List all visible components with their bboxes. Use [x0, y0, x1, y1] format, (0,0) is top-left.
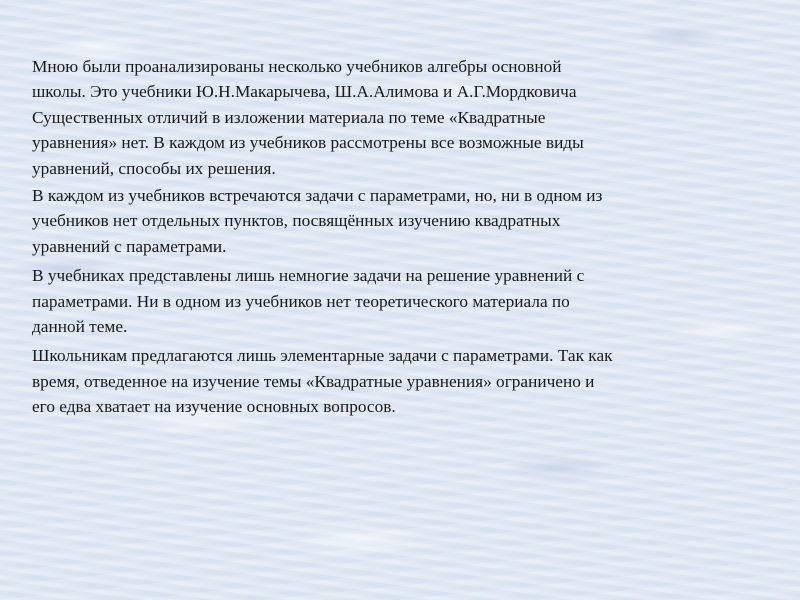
text-line: время, отведенное на изучение темы «Квадратные уравнения» ограничено и — [32, 371, 595, 391]
text-line: В каждом из учебников встречаются задачи с параметрами, но, ни в одном из — [32, 186, 603, 206]
text-line: Мною были проанализированы несколько учебников алгебры основной — [32, 57, 562, 76]
paragraph-few-tasks — [32, 263, 784, 339]
slide-text-block — [32, 54, 784, 424]
text-line: данной теме. — [32, 317, 128, 337]
text-line: Существенных отличий в изложении материала по теме «Квадратные — [32, 107, 546, 127]
paragraph-textbooks-analysis — [32, 54, 784, 181]
text-line: учебников нет отдельных пунктов, посвящённых изучению квадратных — [32, 211, 561, 231]
text-line: параметрами. Ни в одном из учебников нет теоретического материала по — [32, 291, 570, 311]
text-line: уравнений с параметрами. — [32, 236, 227, 256]
text-line: уравнения» нет. В каждом из учебников рассмотрены все возможные виды — [32, 133, 584, 153]
text-line: Школьникам предлагаются лишь элементарные задачи с параметрами. Так как — [32, 346, 613, 366]
paragraph-parameter-tasks — [32, 183, 784, 259]
text-line: школы. Это учебники Ю.Н.Макарычева, Ш.А.Алимова и А.Г.Мордковича — [32, 82, 577, 102]
text-line: уравнений, способы их решения. — [32, 158, 276, 178]
text-line: В учебниках представлены лишь немногие задачи на решение уравнений с — [32, 266, 585, 286]
paragraph-elementary-tasks — [32, 343, 784, 419]
text-line: его едва хватает на изучение основных вопросов. — [32, 397, 396, 417]
